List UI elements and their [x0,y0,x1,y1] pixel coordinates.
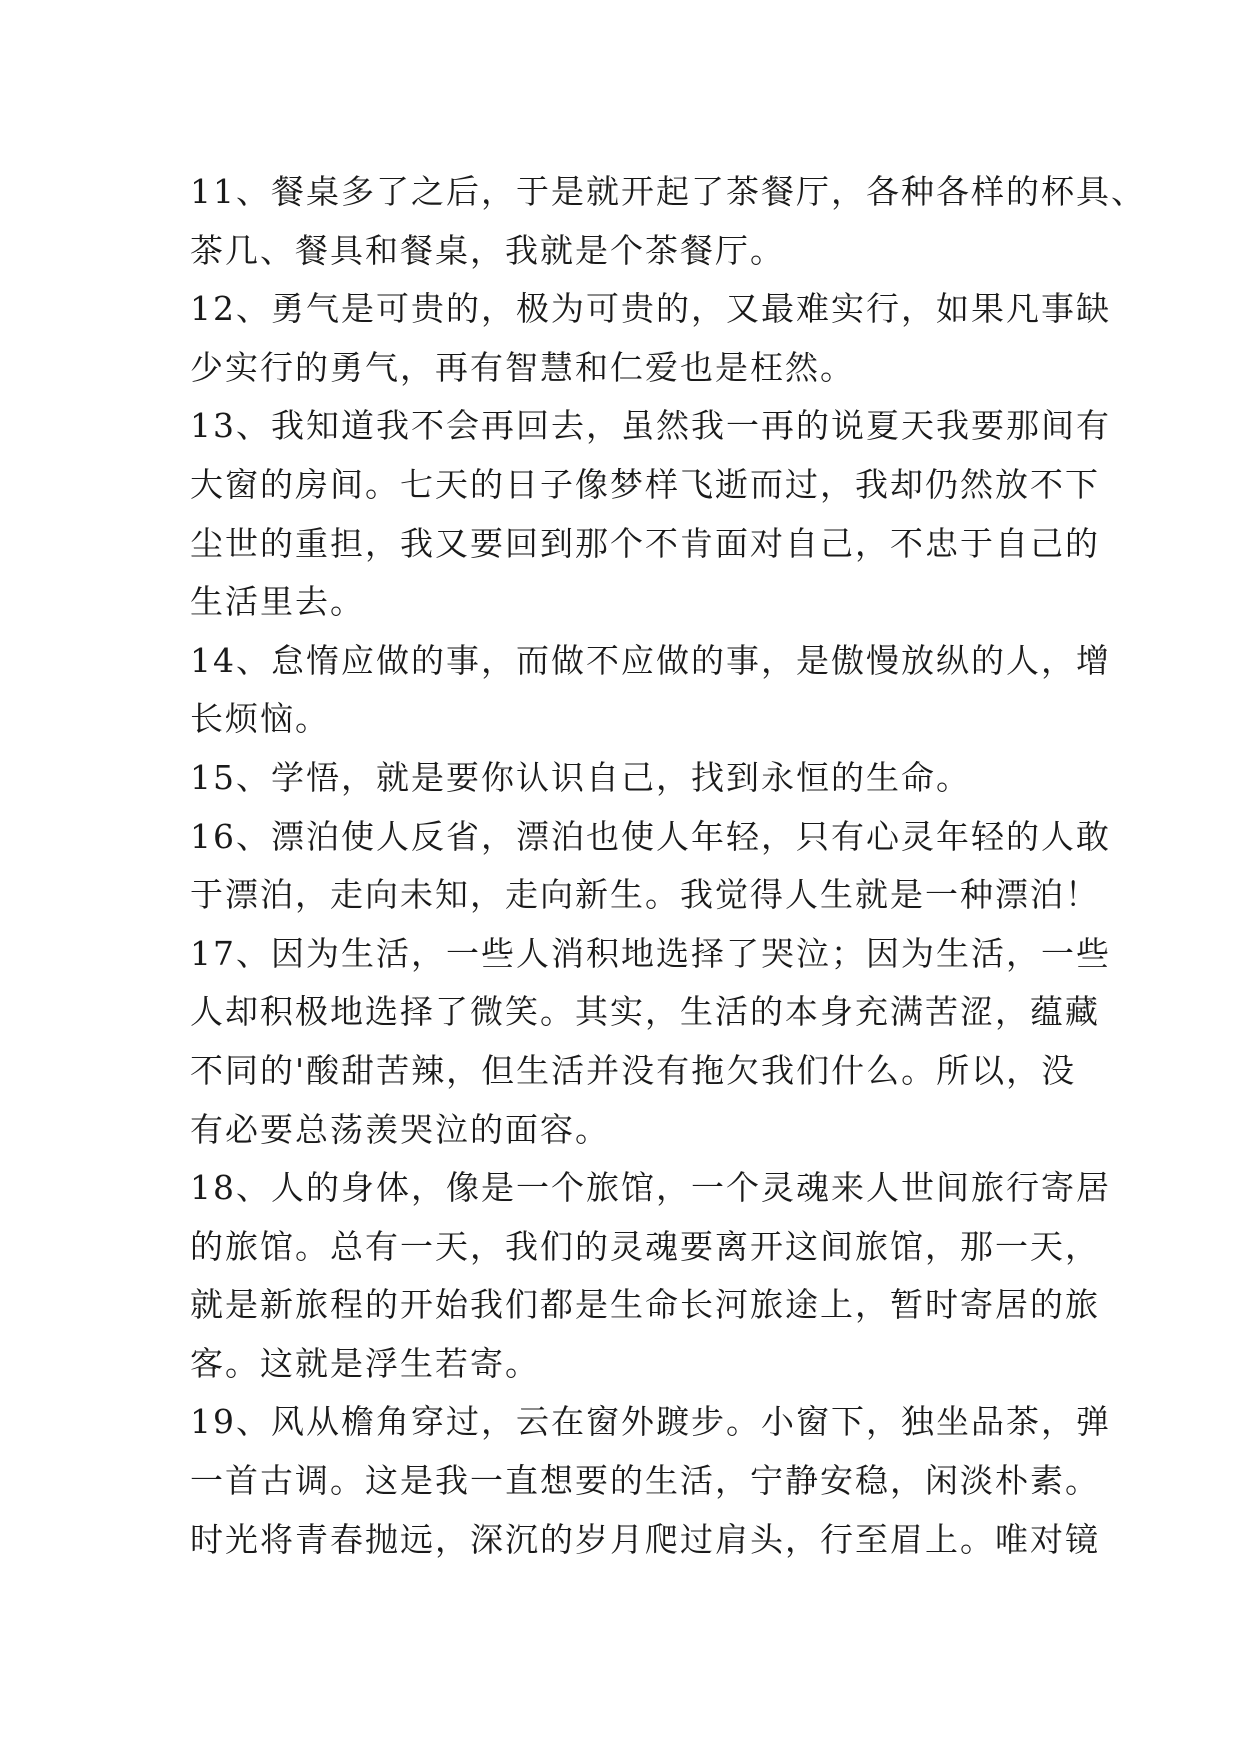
text-line: 有必要总荡羡哭泣的面容。 [190,1109,610,1149]
text-line: 13、我知道我不会再回去，虽然我一再的说夏天我要那间有 [190,406,1111,446]
text-line: 一首古调。这是我一直想要的生活，宁静安稳，闲淡朴素。 [190,1461,1100,1501]
text-line: 18、人的身体，像是一个旅馆，一个灵魂来人世间旅行寄居 [190,1168,1111,1208]
text-line: 少实行的勇气，再有智慧和仁爱也是枉然。 [190,347,855,387]
text-line: 于漂泊，走向未知，走向新生。我觉得人生就是一种漂泊！ [190,875,1100,915]
text-line: 15、学悟，就是要你认识自己，找到永恒的生命。 [190,757,971,797]
text-line: 客。这就是浮生若寄。 [190,1343,540,1383]
text-line: 11、餐桌多了之后，于是就开起了茶餐厅，各种各样的杯具、 [190,172,1146,211]
text-line: 大窗的房间。七天的日子像梦样飞逝而过，我却仍然放不下 [190,464,1100,504]
text-line: 时光将青春抛远，深沉的岁月爬过肩头，行至眉上。唯对镜 [190,1519,1100,1559]
text-line: 尘世的重担，我又要回到那个不肯面对自己，不忠于自己的 [190,523,1100,563]
text-line: 茶几、餐具和餐桌，我就是个茶餐厅。 [190,230,785,270]
text-line: 12、勇气是可贵的，极为可贵的，又最难实行，如果凡事缺 [190,289,1111,329]
text-line: 长烦恼。 [190,699,330,739]
text-line: 人却积极地选择了微笑。其实，生活的本身充满苦涩，蕴藏 [190,992,1100,1032]
text-line: 不同的'酸甜苦辣，但生活并没有拖欠我们什么。所以，没 [190,1050,1077,1090]
text-line: 生活里去。 [190,582,365,622]
text-line: 16、漂泊使人反省，漂泊也使人年轻，只有心灵年轻的人敢 [190,816,1111,856]
text-line: 的旅馆。总有一天，我们的灵魂要离开这间旅馆，那一天， [190,1226,1100,1266]
text-line: 19、风从檐角穿过，云在窗外踱步。小窗下，独坐品茶，弹 [190,1402,1111,1442]
body-text [190,163,1146,1569]
text-line: 14、怠惰应做的事，而做不应做的事，是傲慢放纵的人，增 [190,640,1111,680]
text-line: 17、因为生活，一些人消积地选择了哭泣；因为生活，一些 [190,933,1111,973]
text-line: 就是新旅程的开始我们都是生命长河旅途上，暂时寄居的旅 [190,1285,1100,1325]
